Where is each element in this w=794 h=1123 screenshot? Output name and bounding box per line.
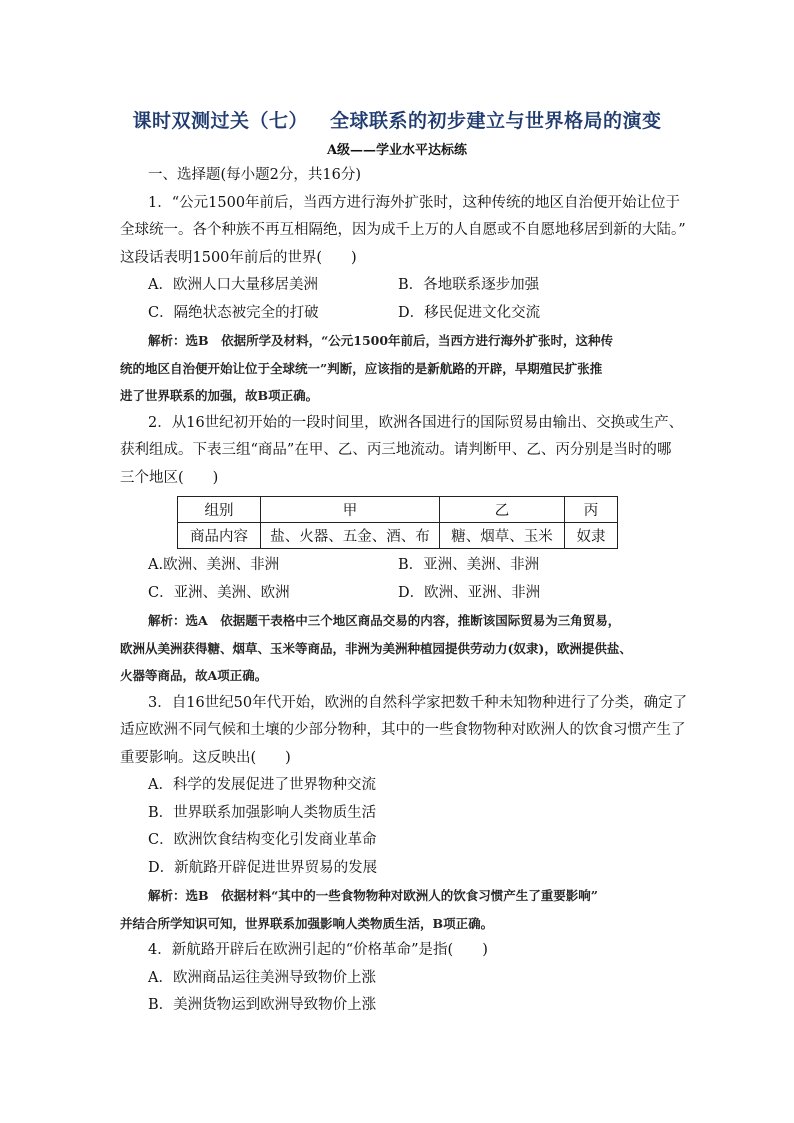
table-row (178, 523, 618, 549)
q2-option-b: B．亚洲、美洲、非洲 (398, 557, 540, 573)
table-cell: 奴隶 (565, 523, 618, 549)
q2-option-a: A.欧洲、美洲、非洲 (148, 557, 280, 573)
q1-analysis-2: 统的地区自治便开始让位于全球统一”判断，应该指的是新航路的开辟，早期殖民扩张推 (120, 360, 603, 376)
q2-option-c: C．亚洲、美洲、欧洲 (148, 584, 290, 601)
q2-options-row-2 (120, 580, 680, 608)
table-header-cell: 甲 (261, 497, 440, 523)
page-subtitle: A级——学业水平达标练 (326, 143, 468, 158)
q1-line-3: 这段话表明1500年前后的世界( ) (120, 249, 357, 266)
q1-options-row-1 (120, 272, 680, 300)
q1-line-2: 全球统一。各个种族不再互相隔绝，因为成千上万的人自愿或不自愿地移居到新的大陆。” (120, 222, 686, 238)
title-part-1: 课时双测过关（七） (132, 110, 308, 132)
q3-analysis-2: 并结合所学知识可知，世界联系加强影响人类物质生活，B项正确。 (120, 915, 494, 931)
q2-options-row-1 (120, 552, 680, 580)
q3-line-2: 适应欧洲不同气候和土壤的少部分物种，其中的一些食物物种对欧洲人的饮食习惯产生了 (120, 722, 686, 738)
table-cell: 商品内容 (178, 523, 261, 549)
q1-option-b: B．各地联系逐步加强 (398, 277, 540, 293)
section-heading: 一、选择题(每小题2分，共16分) (148, 167, 361, 183)
page-title (0, 106, 794, 133)
q1-option-a: A．欧洲人口大量移居美洲 (148, 277, 318, 293)
q4-line-1: 4．新航路开辟后在欧洲引起的“价格革命”是指( ) (148, 942, 488, 958)
q1-options-row-2 (120, 300, 680, 328)
q1-option-d: D．移民促进文化交流 (398, 304, 541, 321)
table-cell: 糖、烟草、玉米 (440, 523, 565, 549)
q1-analysis-1: 解析：选B 依据所学及材料，“公元1500年前后，当西方进行海外扩张时，这种传 (148, 333, 614, 348)
q4-option-a: A．欧洲商品运往美洲导致物价上涨 (148, 969, 376, 986)
q3-line-1: 3．自16世纪50年代开始，欧洲的自然科学家把数千种未知物种进行了分类，确定了 (148, 694, 688, 711)
q2-analysis-3: 火器等商品，故A项正确。 (120, 668, 268, 683)
q3-option-a: A．科学的发展促进了世界物种交流 (148, 777, 376, 793)
q1-line-1: 1．“公元1500年前后，当西方进行海外扩张时，这种传统的地区自治便开始让位于 (148, 194, 681, 211)
title-part-2: 全球联系的初步建立与世界格局的演变 (330, 110, 662, 132)
table-header-cell: 丙 (565, 497, 618, 523)
q2-line-2: 获利组成。下表三组“商品”在甲、乙、丙三地流动。请判断甲、乙、丙分别是当时的哪 (120, 442, 672, 458)
q2-analysis-2: 欧洲从美洲获得糖、烟草、玉米等商品，非洲为美洲种植园提供劳动力(奴隶)，欧洲提供盐、 (120, 640, 632, 656)
q3-option-d: D．新航路开辟促进世界贸易的发展 (148, 859, 378, 876)
q2-option-d: D．欧洲、亚洲、非洲 (398, 584, 541, 601)
q2-line-3: 三个地区( ) (120, 469, 219, 486)
q3-option-b: B．世界联系加强影响人类物质生活 (148, 804, 377, 821)
q4-option-b: B．美洲货物运到欧洲导致物价上涨 (148, 997, 377, 1013)
table-cell: 盐、火器、五金、酒、布 (261, 523, 440, 549)
q3-analysis-1: 解析：选B 依据材料“其中的一些食物物种对欧洲人的饮食习惯产生了重要影响” (148, 888, 598, 903)
table-header-cell: 乙 (440, 497, 565, 523)
q3-option-c: C．欧洲饮食结构变化引发商业革命 (148, 832, 377, 848)
q3-line-3: 重要影响。这反映出( ) (120, 749, 291, 766)
q1-option-c: C．隔绝状态被完全的打破 (148, 304, 319, 321)
table-header-cell: 组别 (178, 497, 261, 523)
q2-line-1: 2．从16世纪初开始的一段时间里，欧洲各国进行的国际贸易由输出、交换或生产、 (148, 414, 684, 431)
q2-analysis-1: 解析：选A 依据题干表格中三个地区商品交易的内容，推断该国际贸易为三角贸易， (148, 613, 621, 628)
question-content (120, 162, 688, 1020)
q1-analysis-3: 进了世界联系的加强，故B项正确。 (120, 388, 319, 403)
table-header-row (178, 497, 618, 523)
goods-table (177, 496, 618, 549)
